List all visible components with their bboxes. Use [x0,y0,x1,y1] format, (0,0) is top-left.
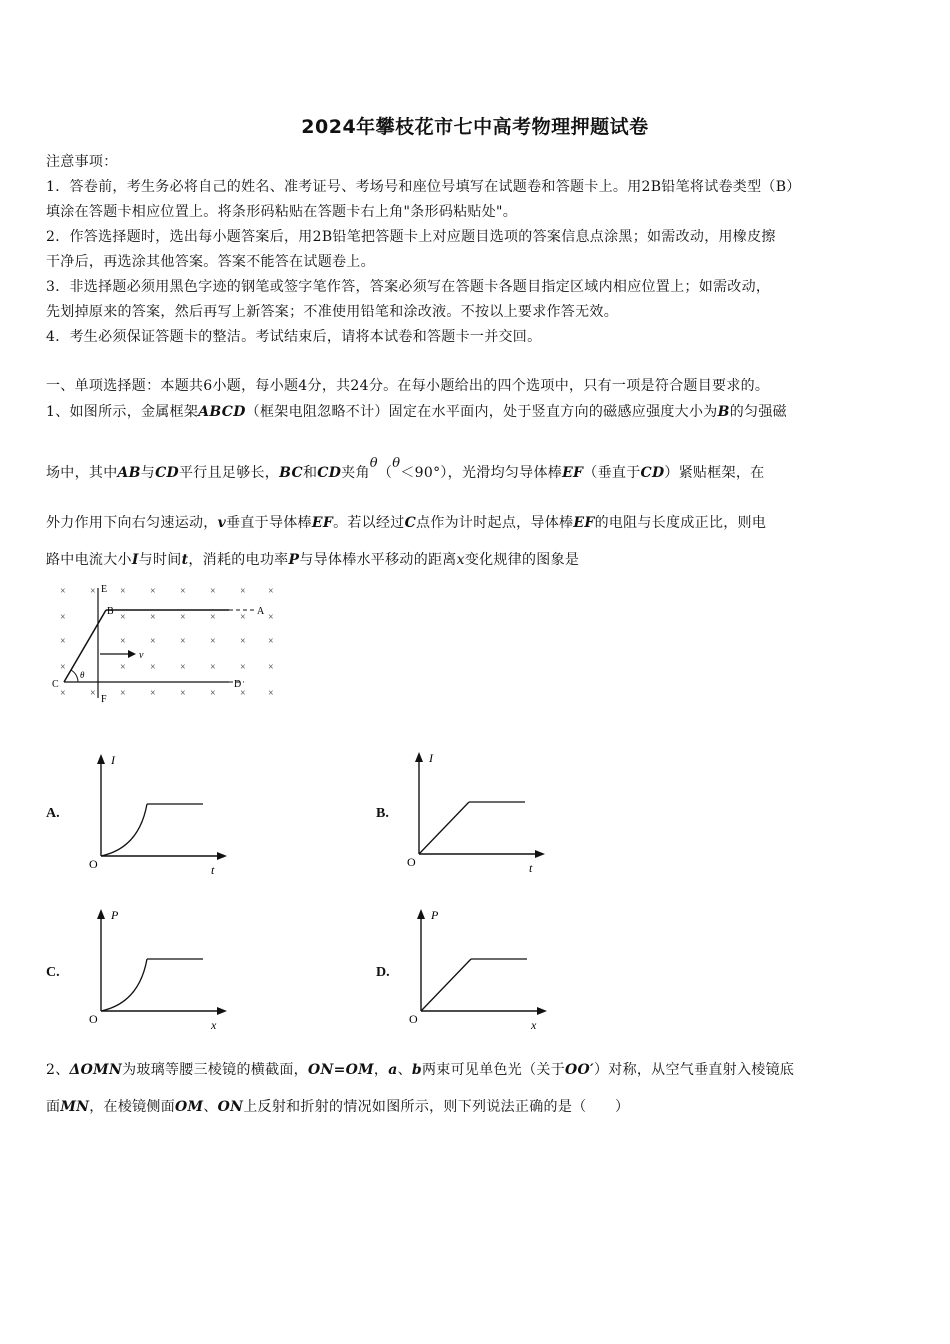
x-axis-arrowhead [217,852,227,860]
label-theta: θ [80,670,85,680]
x-axis-arrowhead [537,1007,547,1015]
field-cross: × [240,688,246,699]
frame-figure [44,580,284,710]
theta-symbol: θ [392,456,401,471]
field-cross: × [60,662,66,673]
field-cross: × [180,688,186,699]
field-cross: × [210,612,216,623]
field-cross: × [120,612,126,623]
option-d-label[interactable]: D. [376,965,390,980]
field-cross: × [60,636,66,647]
velocity-arrowhead [128,650,136,658]
field-cross: × [210,662,216,673]
field-cross: × [240,636,246,647]
field-cross: × [180,636,186,647]
field-cross: × [180,586,186,597]
x-axis-arrowhead [217,1007,227,1015]
notice-line-6: 先划掉原来的答案，然后再写上新答案；不准使用铅笔和涂改液。不按以上要求作答无效。 [46,304,618,320]
field-cross: × [150,586,156,597]
field-cross: × [120,636,126,647]
y-axis-arrowhead [417,909,425,919]
q1-line-1: 1、如图所示，金属框架ABCD（框架电阻忽略不计）固定在水平面内，处于竖直方向的磁感应强度大小为B的匀强磁 [46,404,787,420]
notice-line-5: 3．非选择题必须用黑色字迹的钢笔或签字笔作答，答案必须写在答题卡各题目指定区域内相应位置上；如需改动， [46,279,771,295]
label-v: v [139,650,144,661]
field-cross: × [60,688,66,699]
field-cross: × [210,636,216,647]
field-cross: × [240,612,246,623]
field-cross: × [268,612,274,623]
field-cross: × [210,586,216,597]
notice-line-1: 1．答卷前，考生务必将自己的姓名、准考证号、考场号和座位号填写在试题卷和答题卡上。用2B铅笔将试卷类型（B） [46,179,801,195]
label-b: B [107,606,114,617]
theta-symbol: θ [369,456,378,471]
field-cross: × [60,612,66,623]
origin-label: O [407,855,416,869]
notice-line-4: 干净后，再选涂其他答案。答案不能答在试题卷上。 [46,254,375,270]
frame-side-bc [64,610,106,682]
option-b-graph[interactable] [403,748,553,878]
q1-line-2: 场中，其中AB与CD平行且足够长，BC和CD夹角θ（θ＜90°），光滑均匀导体棒EF（垂直于CD）紧贴框架，在 [46,456,765,481]
y-axis-label: I [111,753,115,767]
notice-line-2: 填涂在答题卡相应位置上。将条形码粘贴在答题卡右上角"条形码粘贴处"。 [46,204,518,220]
y-axis-arrowhead [97,909,105,919]
field-cross: × [150,612,156,623]
page-title: 2024年攀枝花市七中高考物理押题试卷 [301,116,649,138]
origin-label: O [89,1012,98,1026]
field-cross: × [180,662,186,673]
x-axis-arrowhead [535,850,545,858]
x-axis-label: x [211,1018,217,1032]
q2-line-2: 面MN，在棱镜侧面OM、ON上反射和折射的情况如图所示，则下列说法正确的是（ ） [46,1099,630,1115]
field-cross: × [268,586,274,597]
field-cross: × [268,662,274,673]
q1-line-3: 外力作用下向右匀速运动，v垂直于导体棒EF。若以经过C点作为计时起点，导体棒EF的电阻与长度成正比，则电 [46,515,767,531]
option-c-label[interactable]: C. [46,965,60,980]
graph-ramp [419,802,469,854]
label-c: C [52,679,59,690]
section-heading: 一、单项选择题：本题共6小题，每小题4分，共24分。在每小题给出的四个选项中，只有一项是符合题目要求的。 [46,378,770,394]
y-axis-label: P [111,908,119,922]
q1-line-4: 路中电流大小I与时间t，消耗的电功率P与导体棒水平移动的距离x变化规律的图象是 [46,552,580,568]
x-axis-label: t [529,861,533,875]
origin-label: O [409,1012,418,1026]
field-cross: × [268,688,274,699]
y-axis-label: I [429,751,433,765]
field-cross: × [240,662,246,673]
x-axis-label: t [211,863,215,877]
label-a: A [257,606,265,617]
option-a-label[interactable]: A. [46,806,60,821]
label-e: E [101,584,108,595]
notice-line-3: 2．作答选择题时，选出每小题答案后，用2B铅笔把答题卡上对应题目选项的答案信息点涂黑；如需改动，用橡皮擦 [46,229,776,245]
option-d-graph[interactable] [405,905,555,1035]
graph-curve [101,804,147,856]
field-cross: × [240,586,246,597]
field-cross: × [120,662,126,673]
angle-arc [71,670,78,682]
field-cross: × [120,688,126,699]
field-cross: × [120,586,126,597]
field-cross: × [150,688,156,699]
label-f: F [101,694,107,705]
field-cross: × [90,688,96,699]
x-axis-label: x [531,1018,537,1032]
field-cross: × [180,612,186,623]
field-cross: × [150,636,156,647]
y-axis-arrowhead [97,754,105,764]
graph-curve [101,959,147,1011]
y-axis-arrowhead [415,752,423,762]
option-c-graph[interactable] [85,905,235,1035]
q2-line-1: 2、ΔOMN为玻璃等腰三棱镜的横截面，ON=OM，a、b两束可见单色光（关于OO′）对称，从空气垂直射入棱镜底 [46,1062,795,1078]
field-cross: × [60,586,66,597]
notice-line-7: 4．考生必须保证答题卡的整洁。考试结束后，请将本试卷和答题卡一并交回。 [46,329,542,345]
field-cross: × [90,586,96,597]
field-cross: × [150,662,156,673]
field-cross: × [210,688,216,699]
origin-label: O [89,857,98,871]
option-b-label[interactable]: B. [376,806,389,821]
label-d: D [234,679,242,690]
notice-heading: 注意事项： [46,154,118,170]
field-cross: × [268,636,274,647]
graph-ramp [421,959,471,1011]
y-axis-label: P [431,908,439,922]
option-a-graph[interactable] [85,750,235,880]
